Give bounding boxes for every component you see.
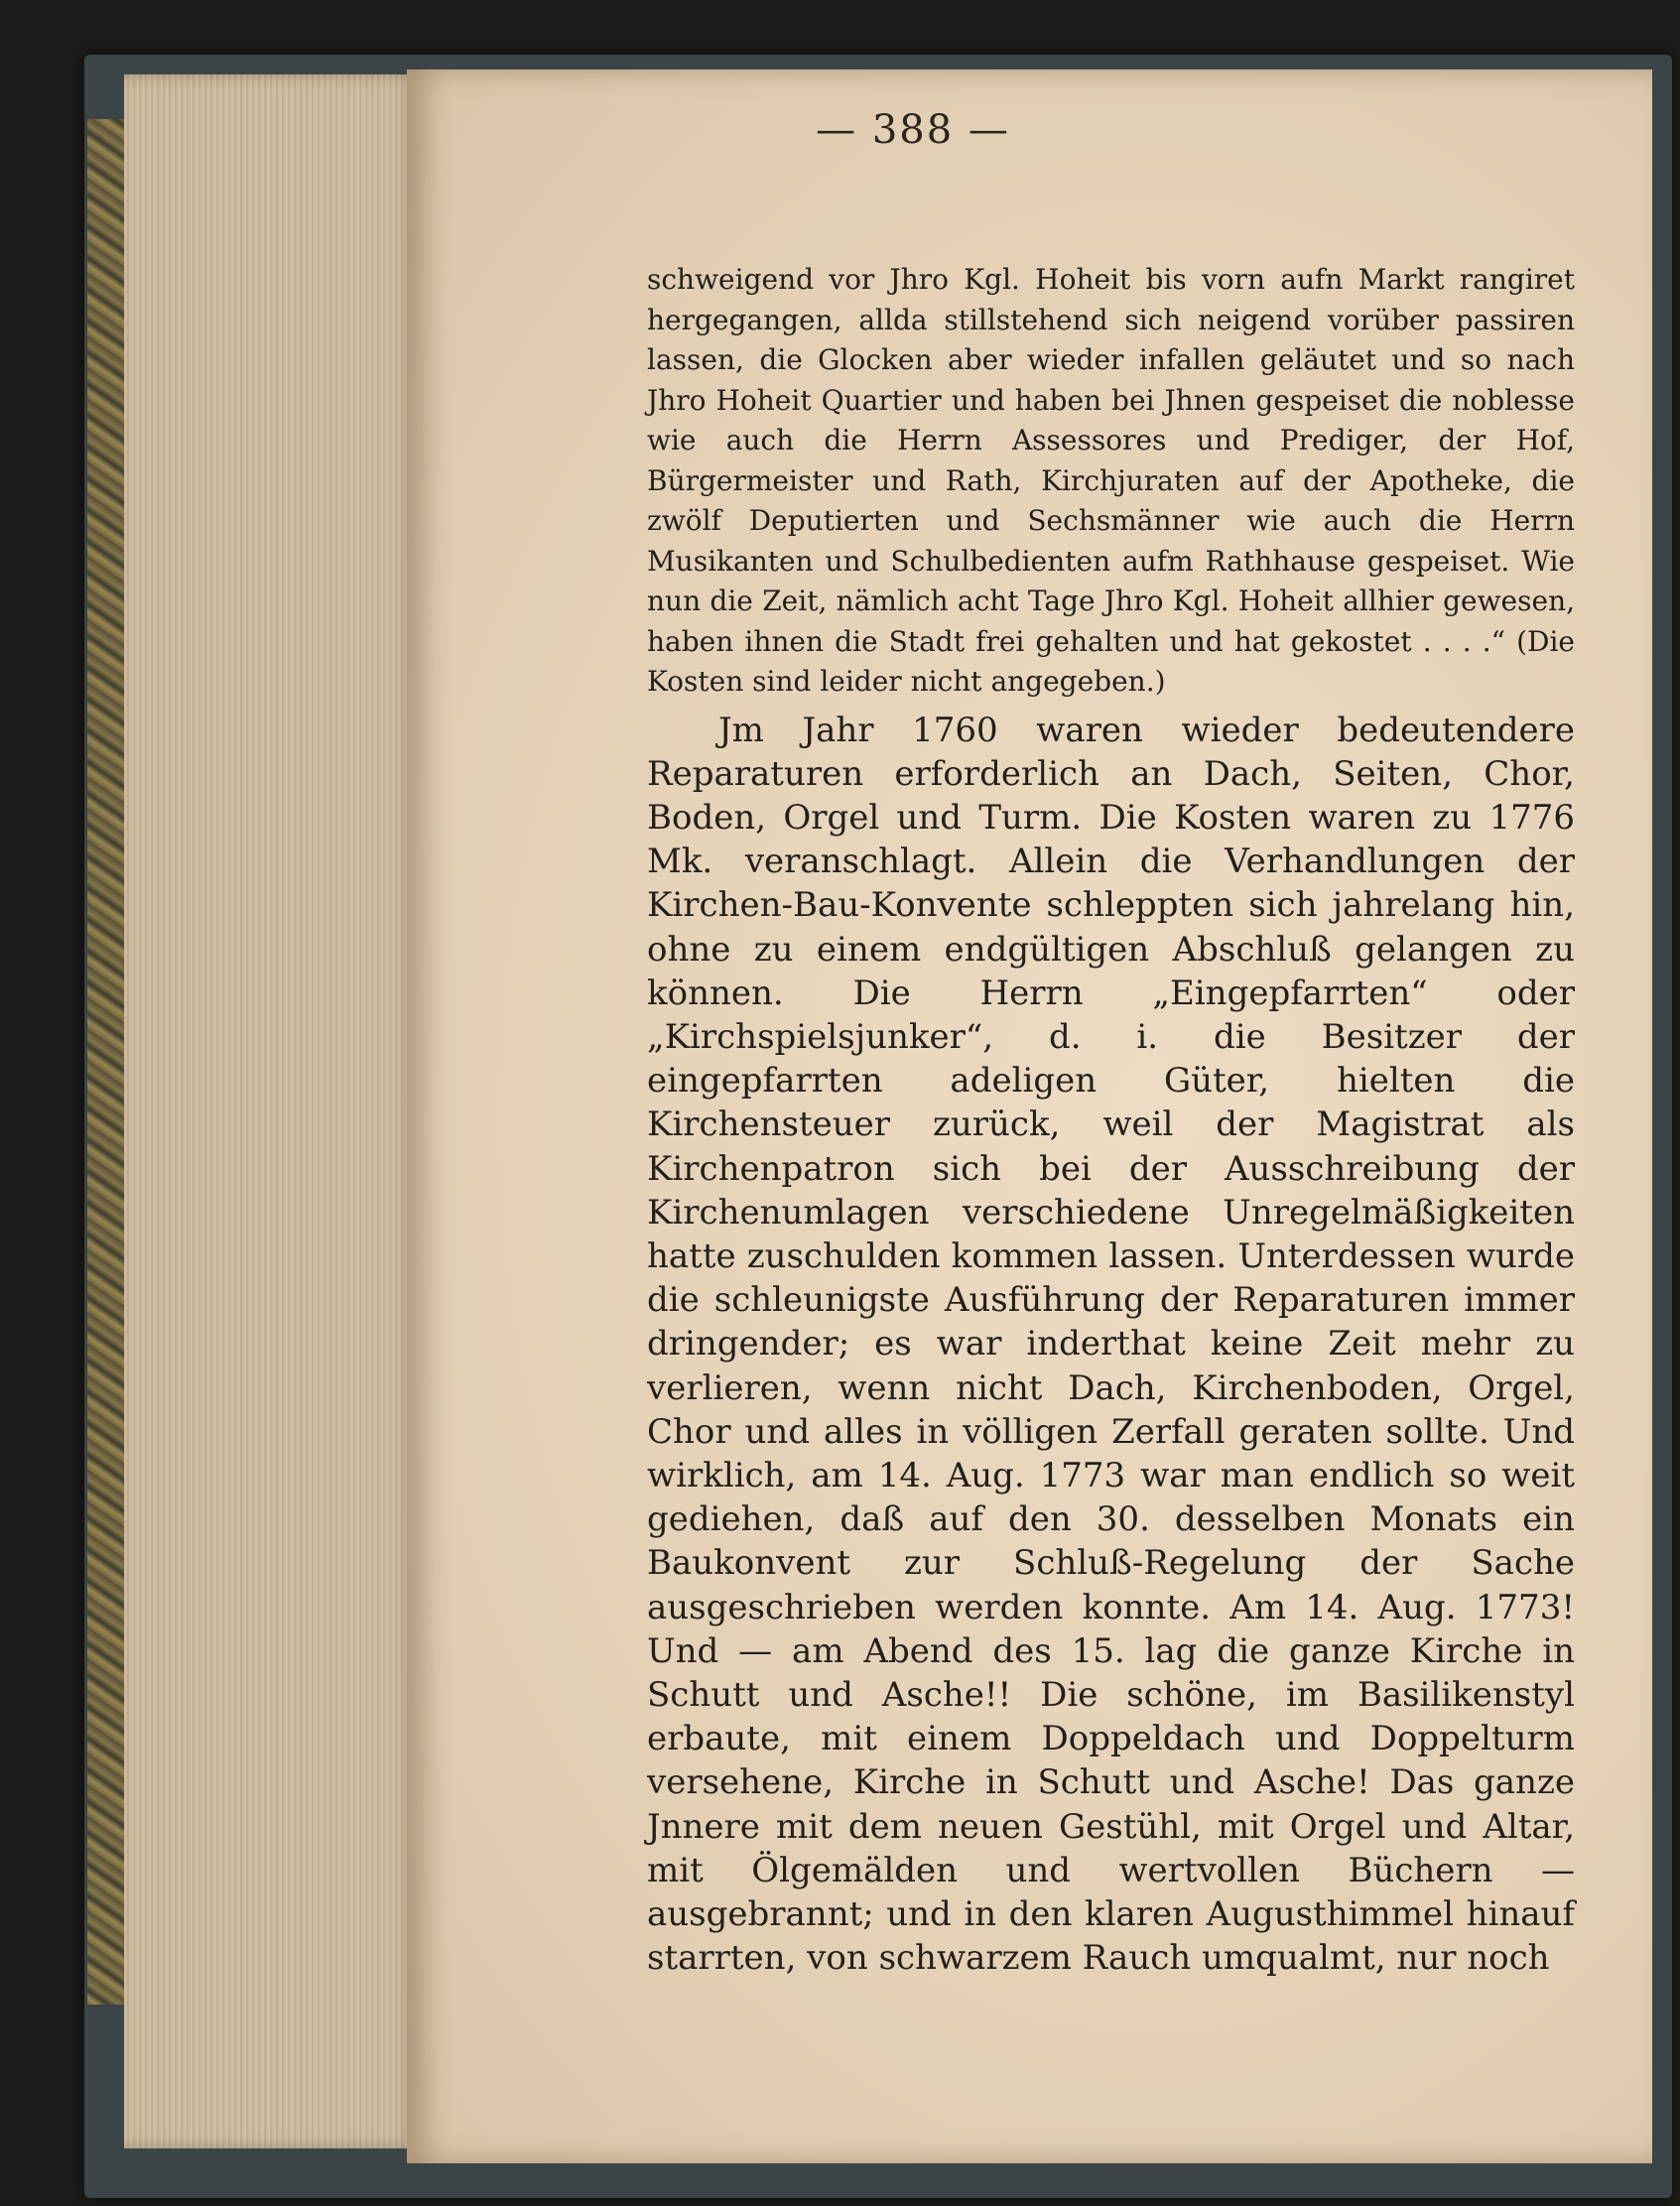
marbled-edge — [87, 119, 127, 2005]
quote-paragraph: schweigend vor Jhro Kgl. Hoheit bis vorn aufn Markt rangiret hergegangen, allda stillstehend sich neigend vorüber passiren lassen, die Glocken aber wieder infallen geläutet und so nach Jhro Hoheit Quartier und haben bei Jhnen gespeiset die noblesse wie auch die Herrn Assessores und Prediger, der Hof, Bürgermeister und Rath, Kirchjuraten auf der Apotheke, die zwölf Deputierten und Sechsmänner wie auch die Herrn Musikanten und Schulbedienten aufm Rathhause gespeiset. Wie nun die Zeit, nämlich acht Tage Jhro Kgl. Hoheit allhier gewesen, haben ihnen die Stadt frei gehalten und hat gekostet . . . .“ (Die Kosten sind leider nicht angegeben.) — [647, 263, 1575, 698]
main-paragraph: Jm Jahr 1760 waren wieder bedeutendere Reparaturen erforderlich an Dach, Seiten, Chor, Boden, Orgel und Turm. Die Kosten waren zu 1776 Mk. veranschlagt. Allein die Verhandlungen der Kirchen-Bau-Konvente schleppten sich jahrelang hin, ohne zu einem endgültigen Abschluß gelangen zu können. Die Herrn „Eingepfarrten“ oder „Kirchspielsjunker“, d. i. die Besitzer der eingepfarrten adeligen Güter, hielten die Kirchensteuer zurück, weil der Magistrat als Kirchenpatron sich bei der Ausschreibung der Kirchenumlagen verschiedene Unregelmäßigkeiten hatte zuschulden kommen lassen. Unterdessen wurde die schleunigste Ausführung der Reparaturen immer dringender; es war inderthat keine Zeit mehr zu verlieren, wenn nicht Dach, Kirchenboden, Orgel, Chor und alles in völligen Zerfall geraten sollte. Und wirklich, am 14. Aug. 1773 war man endlich so weit gediehen, daß auf den 30. desselben Monats ein Baukonvent zur Schluß-Regelung der Sache ausgeschrieben werden konnte. Am 14. Aug. 1773! Und — am Abend des 15. lag die ganze Kirche in Schutt und Asche!! Die schöne, im Basilikenstyl erbaute, mit einem Doppeldach und Doppelturm versehene, Kirche in Schutt und Asche! Das ganze Jnnere mit dem neuen Gestühl, mit Orgel und Altar, mit Ölgemälden und wertvollen Büchern — ausgebrannt; und in den klaren Augusthimmel hinauf starrten, von schwarzem Rauch umqualmt, nur noch — [647, 710, 1575, 1979]
page-stack-edge — [124, 74, 417, 2148]
page-number: — 388 — — [816, 107, 1010, 153]
page-body — [647, 260, 1575, 1980]
